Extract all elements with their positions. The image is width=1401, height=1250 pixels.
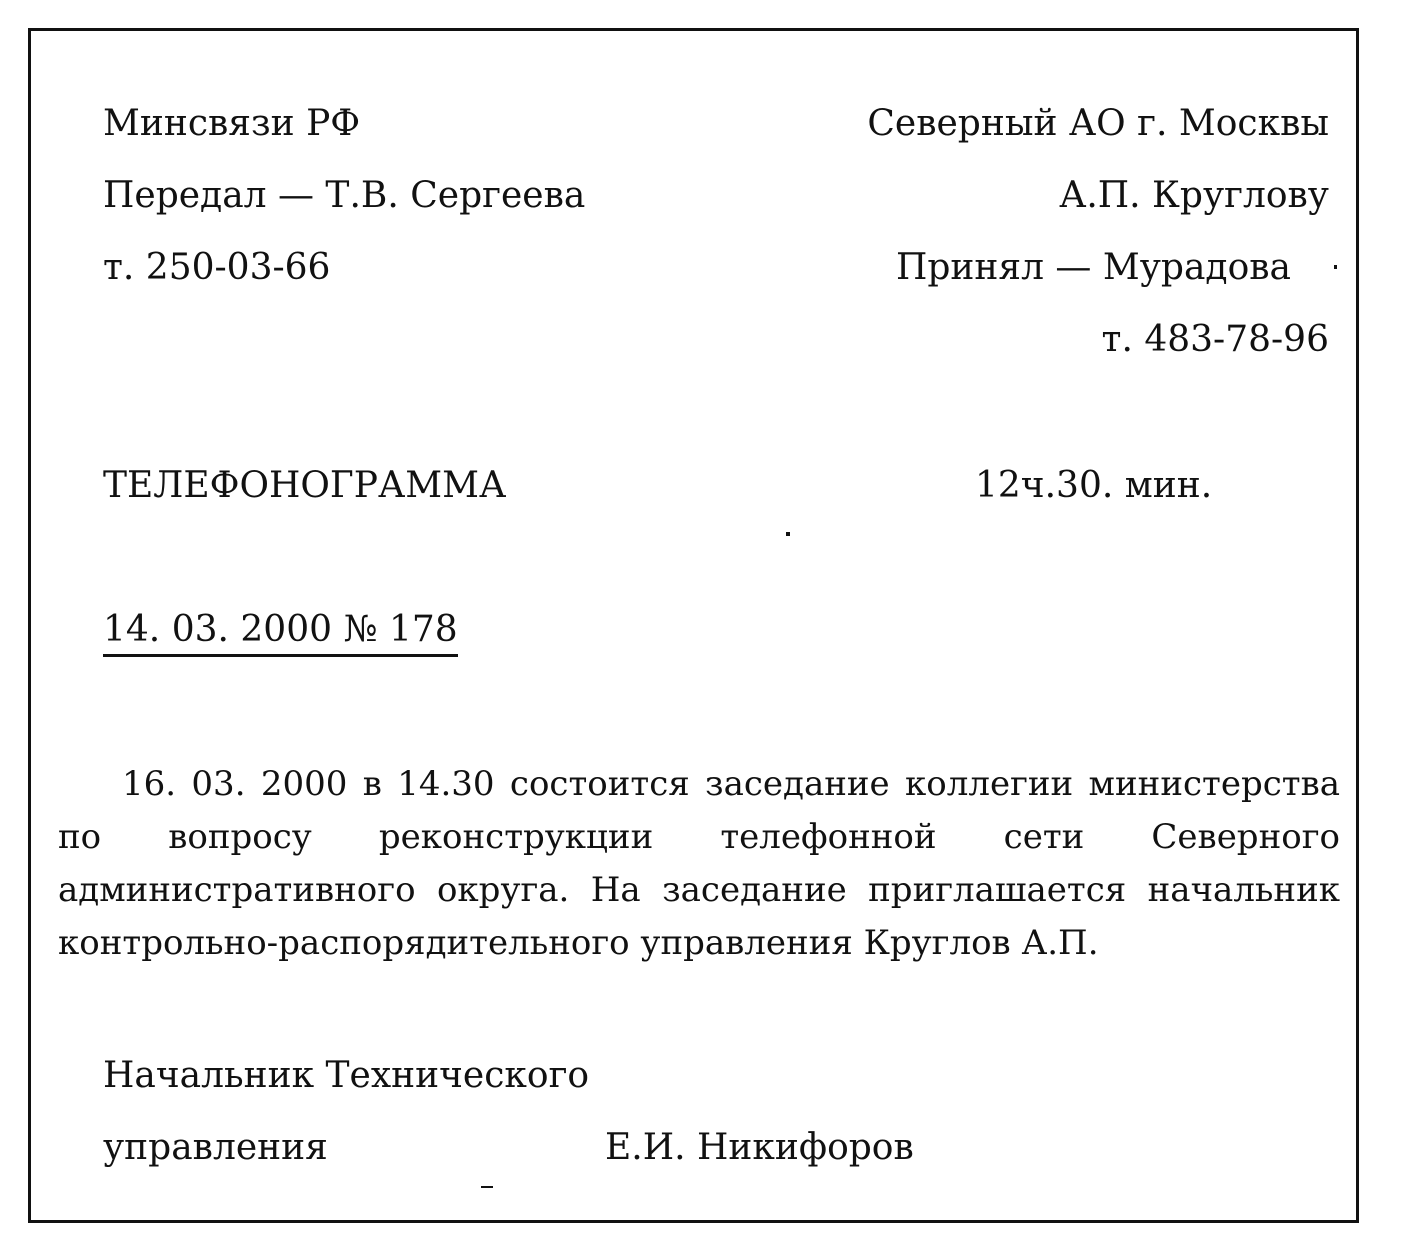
- addressee: А.П. Круглову: [1059, 175, 1329, 216]
- signature-name: Е.И. Никифоров: [605, 1127, 914, 1168]
- recipient-organization: Северный АО г. Москвы: [867, 103, 1329, 144]
- document-date-number: 14. 03. 2000 № 178: [103, 612, 458, 657]
- transmitted-by: Передал — Т.В. Сергеева: [103, 175, 586, 216]
- document-time: 12ч.30. мин.: [975, 465, 1213, 506]
- signature-position-line1: Начальник Технического: [103, 1055, 590, 1096]
- scan-speck: [1334, 265, 1337, 269]
- sender-organization: Минсвязи РФ: [103, 103, 361, 144]
- sender-phone: т. 250-03-66: [103, 247, 331, 288]
- scan-speck: [786, 532, 790, 536]
- document-body: 16. 03. 2000 в 14.30 состоится заседание коллегии министерства по вопросу реконструкции телефонной сети Северного административного округа. На заседание приглашается начальник контрольно-распорядительного управления Круглов А.П.: [58, 764, 1340, 963]
- scan-speck: [481, 1186, 493, 1188]
- document-type: ТЕЛЕФОНОГРАММА: [103, 465, 507, 506]
- received-by: Принял — Мурадова: [895, 247, 1291, 288]
- recipient-phone: т. 483-78-96: [1101, 319, 1329, 360]
- signature-position-line2: управления: [103, 1127, 328, 1168]
